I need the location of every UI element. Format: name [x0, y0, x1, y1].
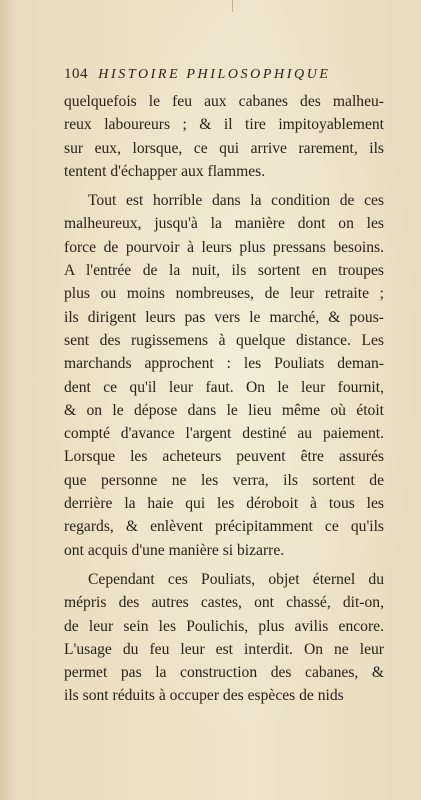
text-line: A l'entrée de la nuit, ils sortent en troupes — [64, 262, 384, 280]
page-number: 104 — [64, 66, 88, 82]
text-line: ils sont réduits à occuper des espèces de nids — [64, 687, 344, 705]
text-line: de leur sein les Poulichis, plus avilis encore. — [64, 617, 384, 635]
text-line: sent des rugissemens à quelque distance. Les — [64, 331, 384, 349]
page-edge-mark — [232, 0, 233, 12]
text-line: mépris des autres castes, ont chassé, dit-on, — [64, 594, 384, 612]
text-line: ont acquis d'une manière si bizarre. — [64, 541, 285, 559]
text-line: L'usage du feu leur est interdit. On ne leur — [64, 640, 384, 658]
text-line: compté d'avance l'argent destiné au paiement. — [64, 425, 384, 443]
running-title: HISTOIRE PHILOSOPHIQUE — [98, 67, 331, 82]
text-line: Tout est horrible dans la condition de ces — [88, 192, 384, 210]
text-line: que personne ne les verra, ils sortent de — [64, 471, 384, 489]
running-head — [64, 66, 384, 86]
text-line: reux laboureurs ; & il tire impitoyablement — [64, 116, 384, 134]
text-line: permet pas la construction des cabanes, & — [64, 664, 384, 682]
text-line: quelquefois le feu aux cabanes des malheu- — [64, 93, 384, 110]
paragraph — [64, 90, 384, 183]
paragraph — [64, 189, 384, 562]
text-line: Lorsque les acheteurs peuvent être assurés — [64, 448, 384, 466]
text-line: plus ou moins nombreuses, de leur retraite ; — [64, 285, 384, 303]
paragraph — [64, 568, 384, 708]
text-line: dent ce qu'il leur faut. On le leur fournit, — [64, 378, 384, 396]
text-line: Cependant ces Pouliats, objet éternel du — [88, 570, 384, 588]
text-line: force de pourvoir à leurs plus pressans besoins. — [64, 238, 384, 256]
body-text — [64, 90, 384, 708]
text-line: regards, & enlèvent précipitamment ce qu'ils — [64, 518, 384, 536]
text-line: sur eux, lorsque, ce qui arrive rarement, ils — [64, 139, 384, 157]
text-line: tentent d'échapper aux flammes. — [64, 162, 266, 180]
text-line: malheureux, jusqu'à la manière dont on les — [64, 215, 384, 233]
text-line: derrière la haie qui les déroboit à tous les — [64, 495, 384, 513]
text-line: ils dirigent leurs pas vers le marché, & pous- — [64, 308, 384, 326]
text-line: marchands approchent : les Pouliats deman- — [64, 355, 384, 373]
text-line: & on le dépose dans le lieu même où étoit — [64, 401, 384, 419]
